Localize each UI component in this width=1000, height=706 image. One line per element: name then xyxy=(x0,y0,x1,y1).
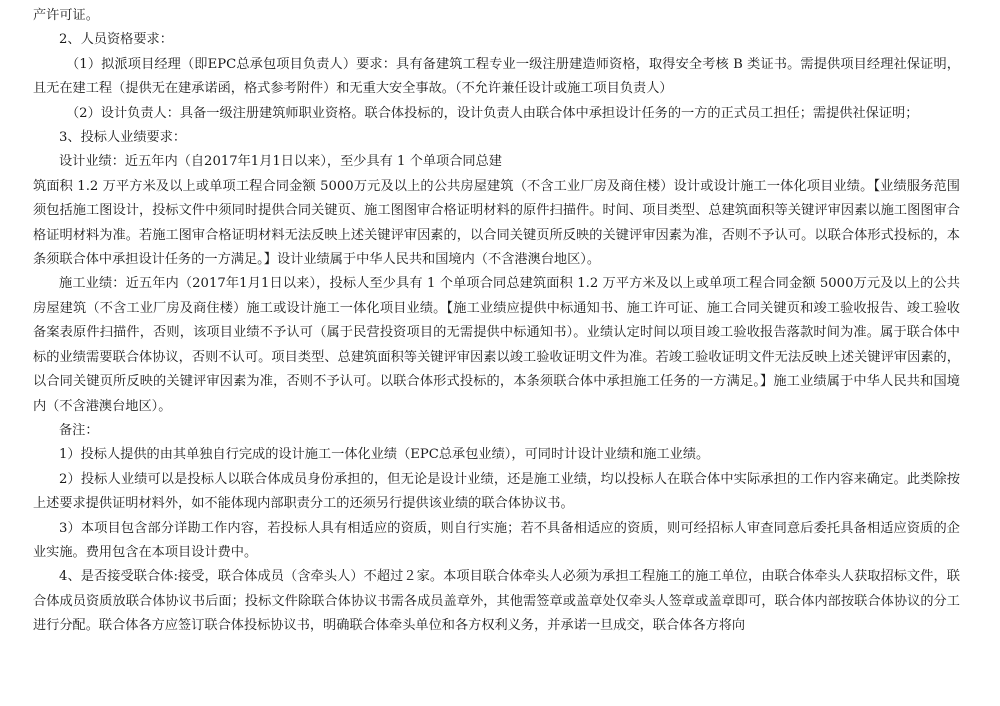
paragraph-design-performance-start: 设计业绩：近五年内（自2017年1月1日以来），至少具有 1 个单项合同总建 xyxy=(59,154,502,170)
paragraph-remark-1: 1）投标人提供的由其单独自行完成的设计施工一体化业绩（EPC总承包业绩），可同时计设计业绩和施工业绩。 xyxy=(59,447,710,463)
paragraph-remark-2: 2）投标人业绩可以是投标人以联合体成员身份承担的，但无论是设计业绩，还是施工业绩，均以投标人在联合体中实际承担的工作内容来确定。此类除按上述要求提供证明材料外，如不能体现内部职责分工的还须另行提供该业绩的联合体协议书。 xyxy=(33,471,960,512)
paragraph-license-end: 产许可证。 xyxy=(33,8,99,23)
heading-performance-requirements: 3、投标人业绩要求： xyxy=(59,130,187,146)
paragraph-design-lead: （2）设计负责人：具备一级注册建筑师职业资格。联合体投标的，设计负责人由联合体中承担设计任务的一方的正式员工担任；需提供社保证明； xyxy=(66,105,919,121)
heading-remarks: 备注： xyxy=(59,422,99,438)
paragraph-consortium: 4、是否接受联合体:接受，联合体成员（含牵头人）不超过２家。本项目联合体牵头人必须为承担工程施工的施工单位，由联合体牵头人获取招标文件，联合体成员资质放联合体协议书后面；投标文件除联合体协议书需各成员盖章外，其他需签章或盖章处仅牵头人签章或盖章即可，联合体内部按联合体协议的分工进行分配。联合体各方应签订联合体投标协议书，明确联合体牵头单位和各方权利义务，并承诺一旦成交，联合体各方将向 xyxy=(33,569,960,634)
paragraph-remark-3: 3）本项目包含部分详勘工作内容，若投标人具有相适应的资质，则自行实施；若不具备相适应的资质，则可经招标人审查同意后委托具备相适应资质的企业实施。费用包含在本项目设计费中。 xyxy=(33,520,960,560)
heading-personnel-requirements: 2、人员资格要求： xyxy=(59,32,173,48)
paragraph-construction-performance: 施工业绩：近五年内（2017年1月1日以来），投标人至少具有 1 个单项合同总建筑面积 1.2 万平方米及以上或单项工程合同金额 5000万元及以上的公共房屋建筑（不含工业厂房及商住楼）施工或设计施工一体化项目业绩。【施工业绩应提供中标通知书、施工许可证、施工合同关键页和竣工验收报告、竣工验收备案表原件扫描件，否则，该项目业绩不予认可（属于民营投资项目的无需提供中标通知书）。业绩认定时间以项目竣工验收报告落款时间为准。属于联合体中标的业绩需要联合体协议，否则不认可。项目类型、总建筑面积等关键评审因素以竣工验收证明文件为准。若竣工验收证明文件无法反映上述关键评审因素的，以合同关键页所反映的关键评审因素为准，否则不予认可。以联合体形式投标的，本条须联合体中承担施工任务的一方满足。】施工业绩属于中华人民共和国境内（不含港澳台地区）。 xyxy=(33,276,960,414)
paragraph-project-manager: （1）拟派项目经理（即EPC总承包项目负责人）要求：具有备建筑工程专业一级注册建造师资格，取得安全考核 B 类证书。需提供项目经理社保证明，且无在建工程（提供无在建承诺函，格式参考附件）和无重大安全事故。（不允许兼任设计或施工项目负责人） xyxy=(33,56,960,97)
paragraph-design-performance: 筑面积 1.2 万平方米及以上或单项工程合同金额 5000万元及以上的公共房屋建筑（不含工业厂房及商住楼）设计或设计施工一体化项目业绩。【业绩服务范围须包括施工图设计，投标文件中须同时提供合同关键页、施工图图审合格证明材料的原件扫描件。时间、项目类型、总建筑面积等关键评审因素以施工图图审合格证明材料为准。若施工图审合格证明材料无法反映上述关键评审因素的，以合同关键页所反映的关键评审因素为准，否则不予认可。以联合体形式投标的，本条须联合体中承担设计任务的一方满足。】设计业绩属于中华人民共和国境内（不含港澳台地区）。 xyxy=(33,178,960,268)
